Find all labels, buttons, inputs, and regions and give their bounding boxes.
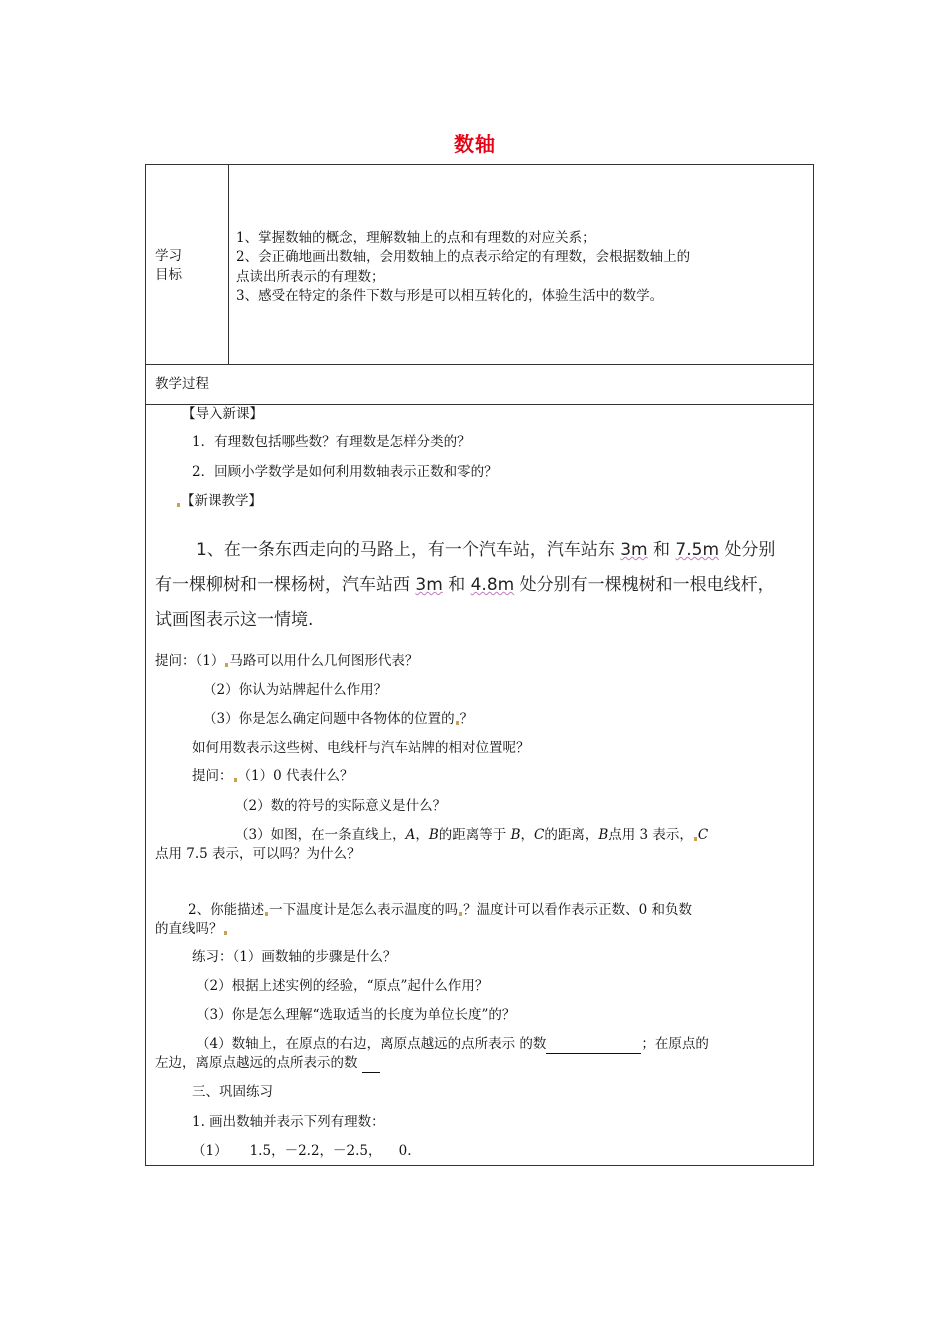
problem2-line: 2、你能描述 一下温度计是怎么表示温度的吗 ？温度计可以看作表示正数、0 和负数 (188, 902, 692, 918)
question-line: 提问： （1）0 代表什么？ (192, 768, 354, 784)
objectives-label-line: 学习 (155, 248, 182, 264)
page-title: 数轴 (454, 132, 496, 156)
question-line: 如何用数表示这些树、电线杆与汽车站牌的相对位置呢？ (192, 740, 530, 756)
practice-line: 左边，离原点越远的点所表示的数 (155, 1054, 380, 1073)
problem1-line: 试画图表示这一情境. (155, 610, 314, 630)
edit-mark (234, 778, 237, 782)
process-header: 教学过程 (155, 376, 209, 392)
practice-line: （4）数轴上，在原点的右边，离原点越远的点所表示 的数 ；在原点的 (196, 1036, 709, 1052)
answer-blank[interactable] (362, 1058, 380, 1073)
lesson-table (145, 164, 814, 1166)
problem2-line: 的直线吗？ (155, 920, 228, 939)
answer-blank[interactable] (546, 1039, 641, 1054)
intro-question: 1．有理数包括哪些数？有理数是怎样分类的？ (192, 434, 471, 450)
edit-mark (225, 663, 228, 667)
question-line: （2）数的符号的实际意义是什么？ (235, 798, 447, 814)
objectives-label-line: 目标 (155, 267, 182, 283)
edit-mark (694, 837, 697, 841)
objectives-line: 1、掌握数轴的概念，理解数轴上的点和有理数的对应关系； (236, 230, 596, 246)
edit-mark (265, 912, 268, 916)
objectives-line: 点读出所表示的有理数； (236, 269, 385, 285)
exercise-line: （1） 1.5，－2.2，－2.5， 0. (192, 1143, 412, 1159)
question-line: 提问：（1） 马路可以用什么几何图形代表？ (155, 653, 419, 669)
practice-line: （2）根据上述实例的经验，“原点”起什么作用？ (196, 978, 489, 994)
objectives-line: 2、会正确地画出数轴，会用数轴上的点表示给定的有理数，会根据数轴上的 (236, 249, 691, 265)
problem1-line: 1、在一条东西走向的马路上，有一个汽车站，汽车站东 3m 和 7.5m 处分别 (196, 540, 776, 560)
row-divider (146, 364, 813, 365)
edit-mark (177, 503, 180, 507)
problem1-line: 有一棵柳树和一棵杨树，汽车站西 3m 和 4.8m 处分别有一棵槐树和一根电线杆， (155, 575, 775, 595)
practice-line: （3）你是怎么理解“选取适当的长度为单位长度”的？ (196, 1007, 516, 1023)
question-line: （2）你认为站牌起什么作用？ (203, 682, 388, 698)
exercise-line: 1. 画出数轴并表示下列有理数： (192, 1114, 385, 1130)
new-lesson-heading (176, 492, 262, 511)
new-lesson-heading-text: 【新课教学】 (181, 493, 262, 509)
objectives-label (155, 247, 182, 285)
column-divider (228, 165, 229, 364)
question-line: （3）你是怎么确定问题中各物体的位置的 ？ (203, 711, 474, 727)
edit-mark (224, 931, 227, 935)
objectives-line: 3、感受在特定的条件下数与形是可以相互转化的，体验生活中的数学。 (236, 288, 664, 304)
question-line: 点用 7.5 表示，可以吗？为什么？ (155, 846, 361, 862)
practice-line: 练习：（1）画数轴的步骤是什么？ (192, 949, 397, 965)
question-line: （3）如图，在一条直线上，A，B的距离等于 B，C的距离，B点用 3 表示， C (235, 827, 709, 843)
edit-mark (456, 721, 459, 725)
intro-heading: 【导入新课】 (182, 406, 263, 422)
edit-mark (459, 912, 462, 916)
section-heading: 三、巩固练习 (192, 1084, 273, 1100)
intro-question: 2．回顾小学数学是如何利用数轴表示正数和零的？ (192, 464, 498, 480)
